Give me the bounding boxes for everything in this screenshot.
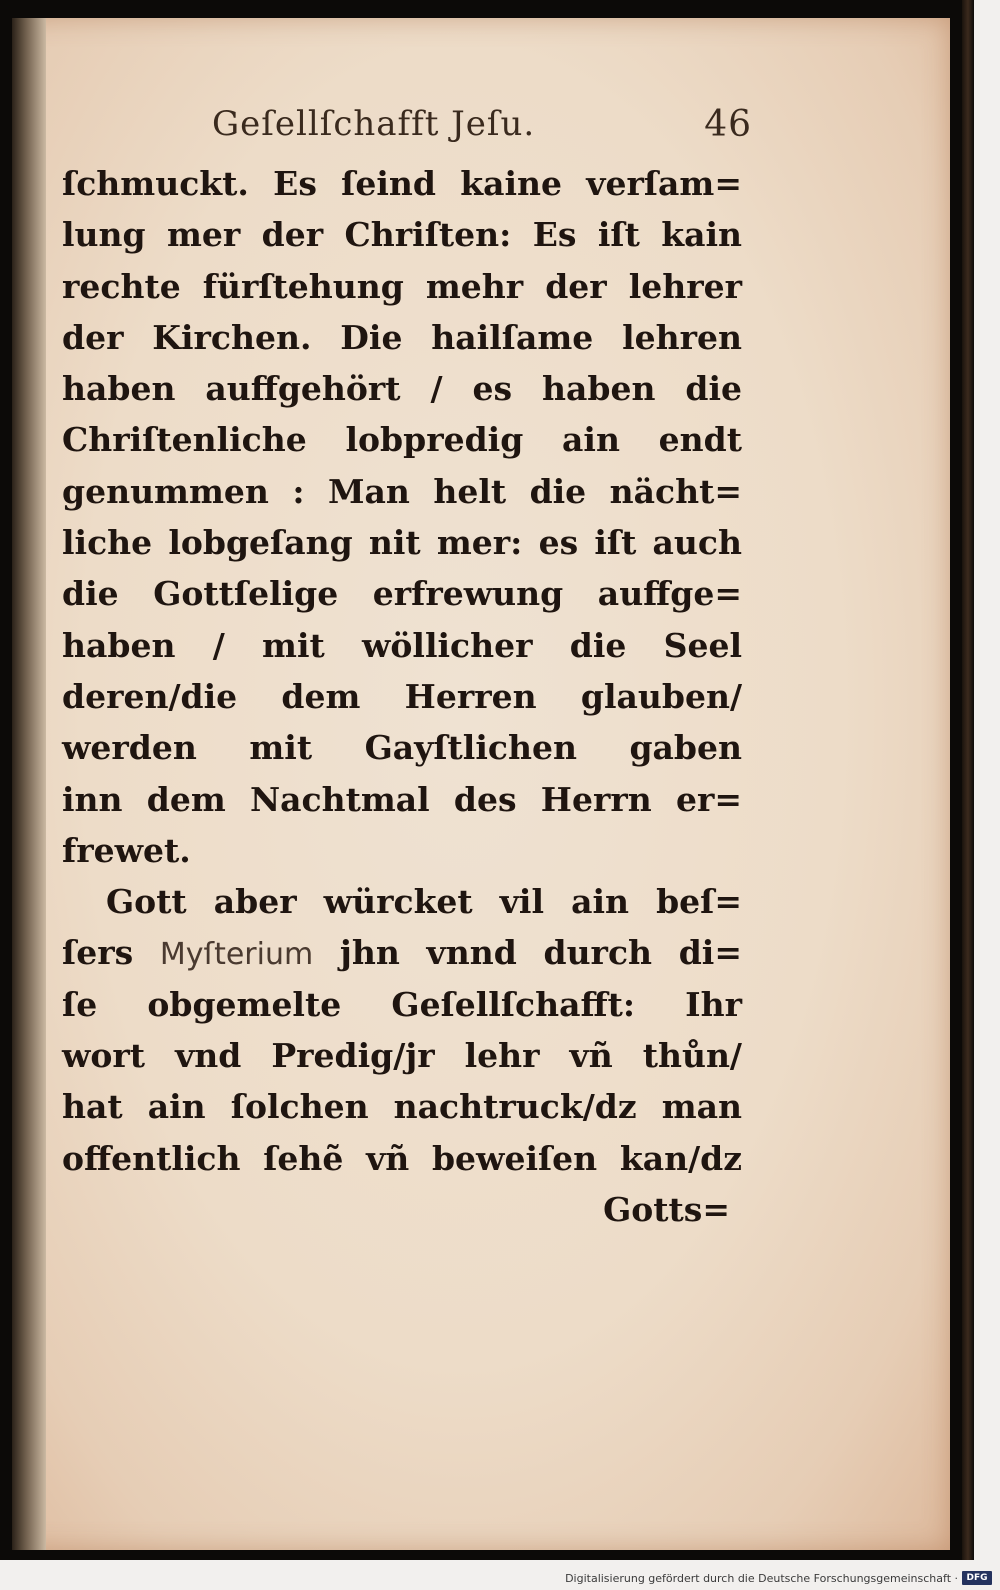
text-line: hat ain ſolchen nachtruck/dz man — [62, 1087, 742, 1127]
text-line: werden mit Gayſtlichen gaben — [62, 728, 742, 768]
text-line — [62, 927, 742, 978]
text-block — [62, 158, 742, 1235]
text-line: Chriſtenliche lobpredig ain endt — [62, 420, 742, 460]
running-head — [212, 100, 752, 156]
text-line: wort vnd Predig/jr lehr vñ thůn/ — [62, 1036, 742, 1076]
dfg-logo: DFG — [962, 1571, 992, 1585]
text-fragment: jhn vnnd durch di= — [339, 933, 742, 973]
text-line: genummen : Man helt die nächt= — [62, 471, 742, 511]
text-line: deren/die dem Herren glauben/ — [62, 676, 742, 716]
text-line: haben / mit wöllicher die Seel — [62, 625, 742, 665]
text-line: liche lobgeſang nit mer: es iſt auch — [62, 523, 742, 563]
text-line: rechte fürſtehung mehr der lehrer — [62, 266, 742, 306]
page-number: 46 — [704, 104, 752, 145]
text-line: haben auffgehört / es haben die — [62, 369, 742, 409]
text-line: die Gottſelige erfrewung auffge= — [62, 574, 742, 614]
funding-credit: Digitalisierung gefördert durch die Deutsche Forschungsgemeinschaft · — [565, 1572, 958, 1585]
text-line: offentlich ſehẽ vñ beweiſen kan/dz — [62, 1138, 742, 1178]
book-edge — [962, 0, 974, 1560]
text-line: der Kirchen. Die hailſame lehren — [62, 317, 742, 357]
catchword: Gotts= — [603, 1189, 730, 1229]
text-line: inn dem Nachtmal des Herrn er= — [62, 779, 742, 819]
text-line: Gott aber würcket vil ain beſ= — [106, 882, 742, 922]
text-line: lung mer der Chriſten: Es iſt kain — [62, 215, 742, 255]
text-fragment: ſers — [62, 933, 134, 973]
page-gutter-shadow — [12, 18, 46, 1550]
running-head-title: Geſellſchafft Jeſu. — [212, 104, 536, 144]
latin-word: Myſterium — [159, 937, 314, 973]
text-line: ſchmuckt. Es ſeind kaine verſam= — [62, 164, 742, 203]
text-line: ſe obgemelte Geſellſchafft: Ihr — [62, 984, 742, 1024]
text-line: frewet. — [62, 830, 191, 870]
